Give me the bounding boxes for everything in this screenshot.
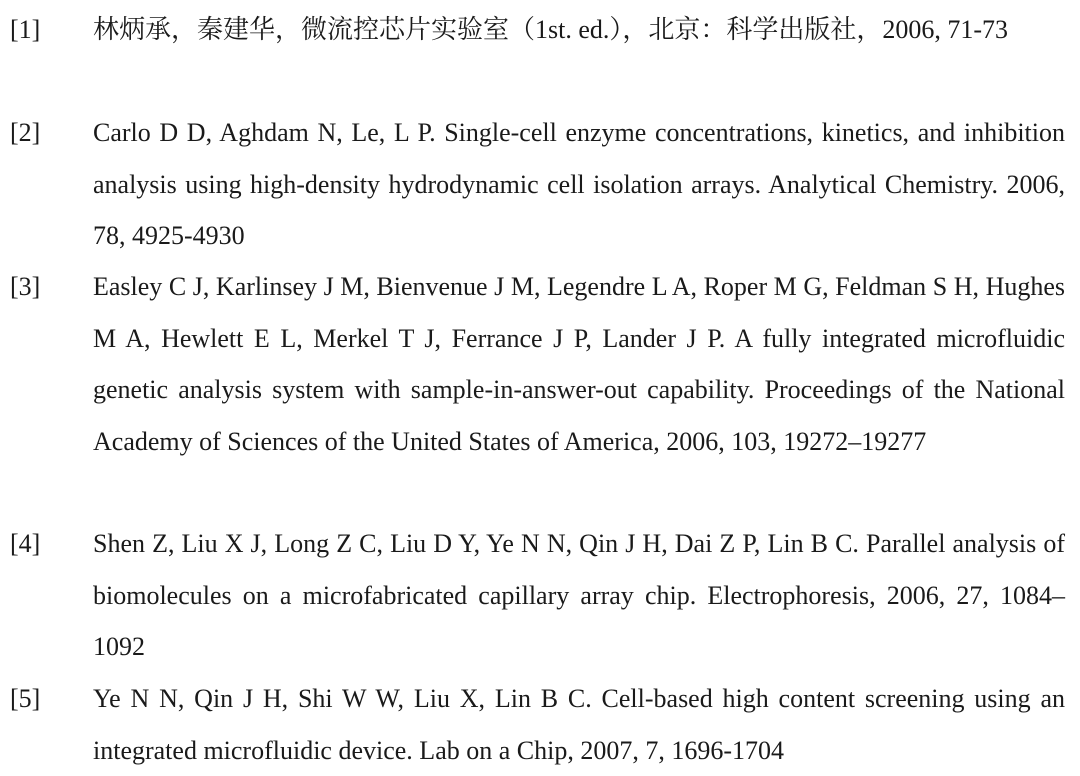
reference-number: [3] <box>10 272 41 301</box>
reference-number: [4] <box>10 529 41 558</box>
reference-text: Easley C J, Karlinsey J M, Bienvenue J M, Legendre L A, Roper M G, Feldman S H, Hughes M A, Hewlett E L, Merkel T J, Ferrance J P, Lander J P. A fully integrated microfluidic genetic analysis system with sample-in-answer-out capability. Proceedings of the National Academy of Sciences of the United States of America, 2006, 103, 19272–19277 <box>93 272 1065 456</box>
reference-text: Carlo D D, Aghdam N, Le, L P. Single-cell enzyme concentrations, kinetics, and inhibition analysis using high-density hydrodynamic cell isolation arrays. Analytical Chemistry. 2006, 78, 4925-4930 <box>93 118 1065 250</box>
reference-text: Shen Z, Liu X J, Long Z C, Liu D Y, Ye N N, Qin J H, Dai Z P, Lin B C. Parallel analysis of biomolecules on a microfabricated capillary array chip. Electrophoresis, 2006, 27, 1084–1092 <box>93 529 1065 661</box>
reference-text: Ye N N, Qin J H, Shi W W, Liu X, Lin B C. Cell-based high content screening using an integrated microfluidic device. Lab on a Chip, 2007, 7, 1696-1704 <box>93 684 1065 765</box>
reference-number: [5] <box>10 684 41 713</box>
reference-text: 林炳承，秦建华，微流控芯片实验室（1st. ed.），北京：科学出版社，2006, 71-73 <box>93 15 1009 44</box>
reference-number: [1] <box>10 15 41 44</box>
reference-number: [2] <box>10 118 41 147</box>
